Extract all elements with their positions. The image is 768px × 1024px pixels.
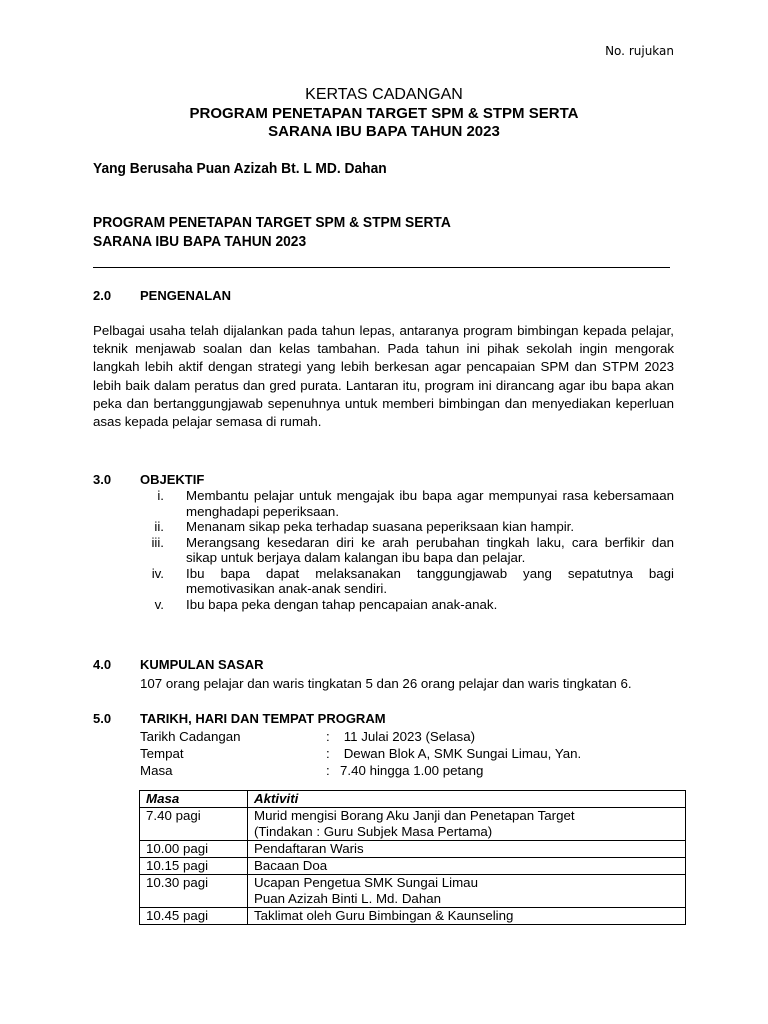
reference-number: No. rujukan [605, 44, 674, 58]
table-row [140, 858, 686, 875]
activity-line: Puan Azizah Binti L. Md. Dahan [254, 891, 442, 906]
section-title-intro: PENGENALAN [140, 288, 232, 303]
row-time: 10.30 pagi [140, 875, 248, 908]
section-number-objectives: 3.0 [93, 472, 112, 487]
program-heading-line1: PROGRAM PENETAPAN TARGET SPM & STPM SERTA [93, 214, 451, 231]
objective-item [140, 597, 674, 613]
target-group-text: 107 orang pelajar dan waris tingkatan 5 dan 26 orang pelajar dan waris tingkatan 6. [140, 676, 632, 691]
info-colon: : [326, 746, 330, 761]
info-value: Dewan Blok A, SMK Sungai Limau, Yan. [340, 746, 582, 761]
doc-title-line1: PROGRAM PENETAPAN TARGET SPM & STPM SERTA [189, 105, 579, 122]
info-row-date [140, 728, 581, 745]
objective-number: i. [157, 488, 164, 503]
section-title-objectives: OBJEKTIF [140, 472, 205, 487]
objective-number: ii. [154, 519, 164, 534]
author-line: Yang Berusaha Puan Azizah Bt. L MD. Dahan [93, 160, 387, 177]
objective-item [140, 488, 674, 519]
section-number-intro: 2.0 [93, 288, 112, 303]
objective-text: Merangsang kesedaran diri ke arah perubahan tingkah laku, cara berfikir dan sikap untuk berjaya dalam kalangan ibu bapa dan pelajar. [186, 534, 674, 565]
row-time: 7.40 pagi [140, 808, 248, 841]
schedule-table [139, 790, 686, 925]
row-time: 10.45 pagi [140, 908, 248, 925]
section-title-schedule: TARIKH, HARI DAN TEMPAT PROGRAM [140, 711, 386, 726]
info-label: Masa [140, 763, 173, 778]
table-row [140, 808, 686, 841]
activity-line: (Tindakan : Guru Subjek Masa Pertama) [254, 824, 493, 839]
table-header-row [140, 791, 686, 808]
info-label: Tarikh Cadangan [140, 729, 241, 744]
info-row-place [140, 745, 581, 762]
doc-title-line2: SARANA IBU BAPA TAHUN 2023 [268, 123, 500, 140]
info-value: 7.40 hingga 1.00 petang [340, 763, 484, 778]
info-row-time [140, 762, 581, 779]
section-title-target: KUMPULAN SASAR [140, 657, 264, 672]
activity-line: Ucapan Pengetua SMK Sungai Limau [254, 875, 478, 890]
objective-text: Menanam sikap peka terhadap suasana peperiksaan kian hampir. [186, 519, 575, 534]
info-value: 11 Julai 2023 (Selasa) [340, 729, 476, 744]
objective-number: iv. [151, 565, 164, 581]
objective-text: Membantu pelajar untuk mengajak ibu bapa agar mempunyai rasa kebersamaan menghadapi peperiksaan. [186, 488, 674, 519]
row-activity: Taklimat oleh Guru Bimbingan & Kaunseling [248, 908, 686, 925]
header-activity: Aktiviti [248, 791, 686, 808]
doc-type-title: KERTAS CADANGAN [305, 86, 463, 103]
table-row [140, 875, 686, 908]
row-activity [248, 808, 686, 841]
objective-item [140, 566, 674, 597]
section-number-target: 4.0 [93, 657, 112, 672]
objective-item [140, 535, 674, 566]
section-number-schedule: 5.0 [93, 711, 112, 726]
objective-number: v. [154, 596, 164, 612]
heading-rule [93, 267, 670, 268]
info-label: Tempat [140, 746, 184, 761]
row-time: 10.00 pagi [140, 841, 248, 858]
intro-paragraph: Pelbagai usaha telah dijalankan pada tahun lepas, antaranya program bimbingan kepada pelajar, teknik menjawab soalan dan kelas tambahan. Pada tahun ini pihak sekolah ingin mengorak langkah lebih aktif dengan strategi yang lebih berkesan agar pencapaian SPM dan STPM 2023 lebih baik dalam peratus dan gred purata. Lantaran itu, program ini dirancang agar ibu bapa akan peka dan bertanggungjawab sepenuhnya untuk memberi bimbingan dan menyediakan keperluan asas kepada pelajar semasa di rumah. [93, 323, 674, 430]
row-activity: Pendaftaran Waris [248, 841, 686, 858]
program-info [140, 728, 581, 779]
header-time: Masa [140, 791, 248, 808]
program-heading-line2: SARANA IBU BAPA TAHUN 2023 [93, 233, 307, 250]
info-colon: : [326, 763, 330, 778]
row-activity: Bacaan Doa [248, 858, 686, 875]
objective-text: Ibu bapa peka dengan tahap pencapaian anak-anak. [186, 596, 498, 612]
objective-item [140, 519, 674, 535]
row-activity [248, 875, 686, 908]
activity-line: Murid mengisi Borang Aku Janji dan Penetapan Target [254, 808, 575, 823]
table-row [140, 841, 686, 858]
objective-text: Ibu bapa dapat melaksanakan tanggungjawab yang sepatutnya bagi memotivasikan anak-anak sendiri. [186, 565, 674, 596]
info-colon: : [326, 729, 330, 744]
row-time: 10.15 pagi [140, 858, 248, 875]
objectives-list [140, 488, 674, 612]
table-row [140, 908, 686, 925]
objective-number: iii. [151, 534, 164, 550]
